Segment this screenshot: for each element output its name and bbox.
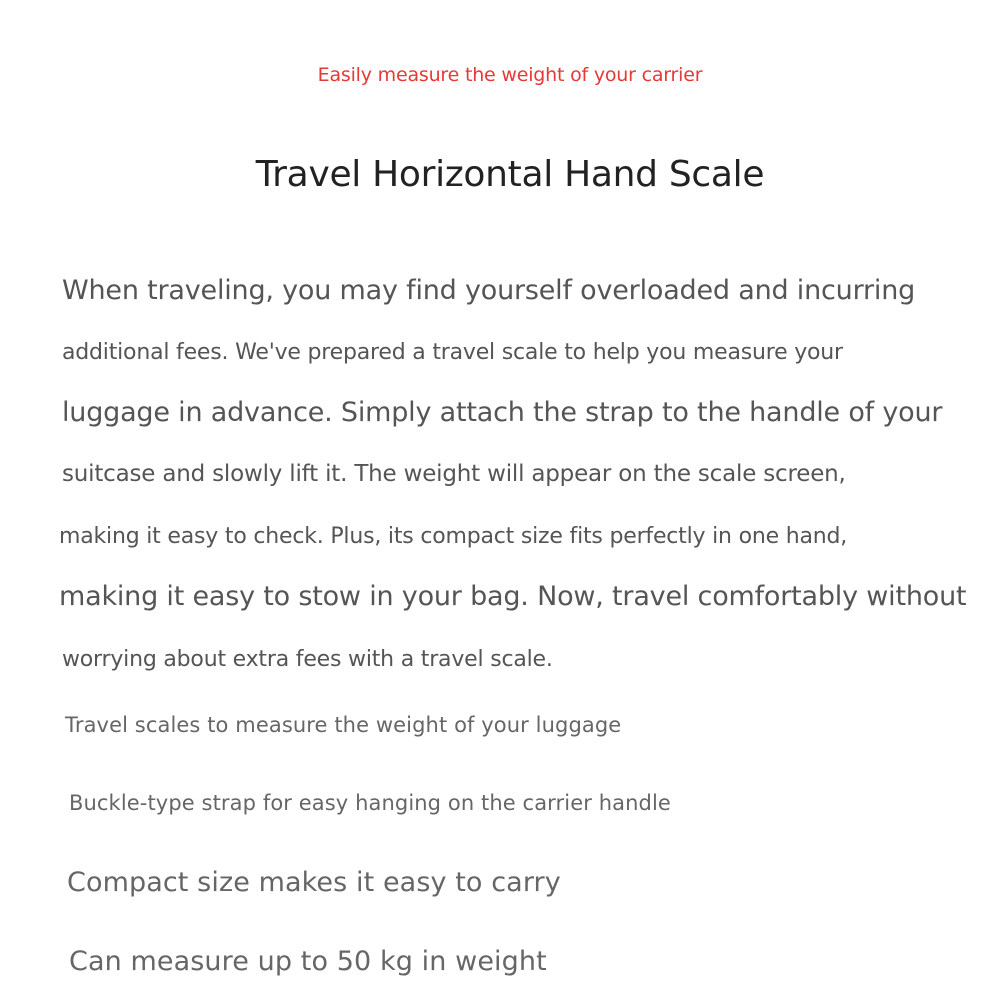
page-title: Travel Horizontal Hand Scale [255, 154, 765, 195]
description-line: When traveling, you may find yourself overloaded and incurring [62, 275, 916, 306]
feature-item: Buckle-type strap for easy hanging on the carrier handle [69, 791, 671, 815]
description-line: suitcase and slowly lift it. The weight will appear on the scale screen, [62, 461, 846, 487]
feature-item: Compact size makes it easy to carry [67, 867, 561, 898]
description-line: making it easy to stow in your bag. Now, travel comfortably without [59, 581, 967, 612]
feature-item: Travel scales to measure the weight of your luggage [65, 713, 622, 737]
description-line: additional fees. We've prepared a travel scale to help you measure your [62, 340, 843, 365]
tagline: Easily measure the weight of your carrier [317, 64, 703, 86]
description-line: making it easy to check. Plus, its compact size fits perfectly in one hand, [59, 524, 848, 549]
description-line: luggage in advance. Simply attach the strap to the handle of your [62, 397, 943, 428]
feature-item: Can measure up to 50 kg in weight [69, 946, 547, 977]
description-line: worrying about extra fees with a travel scale. [62, 647, 553, 672]
